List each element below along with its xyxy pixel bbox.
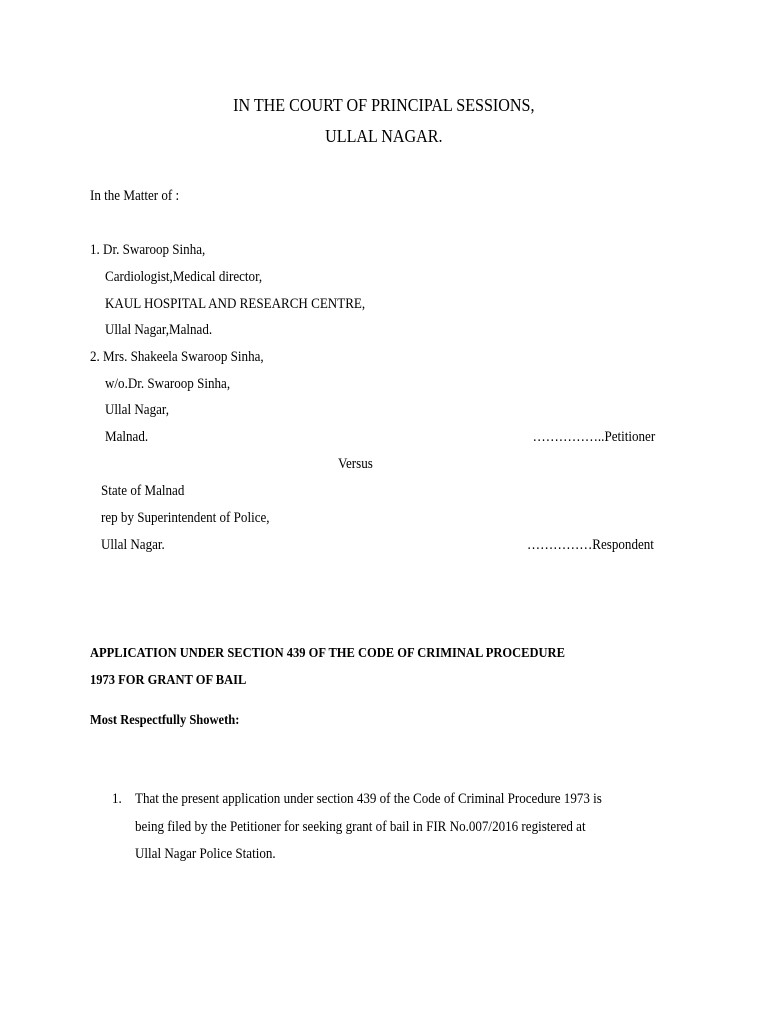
application-heading-line2: 1973 FOR GRANT OF BAIL xyxy=(90,672,247,687)
petitioner-2-name: 2. Mrs. Shakeela Swaroop Sinha, xyxy=(90,349,264,365)
application-heading-line1: APPLICATION UNDER SECTION 439 OF THE CODE OF CRIMINAL PROCEDURE xyxy=(90,645,565,660)
matter-intro: In the Matter of : xyxy=(90,188,180,204)
respondent-role-label: ……………Respondent xyxy=(527,537,654,553)
paragraph-1-line1: That the present application under section 439 of the Code of Criminal Procedure 1973 is xyxy=(135,791,602,807)
paragraph-1-line3: Ullal Nagar Police Station. xyxy=(135,846,276,862)
petitioner-1-title: Cardiologist,Medical director, xyxy=(105,269,263,285)
paragraph-1-line2: being filed by the Petitioner for seeking grant of bail in FIR No.007/2016 registered at xyxy=(135,819,586,835)
petitioner-1-hospital: KAUL HOSPITAL AND RESEARCH CENTRE, xyxy=(105,296,366,312)
petitioner-1-address: Ullal Nagar,Malnad. xyxy=(105,322,213,338)
court-title-line1: IN THE COURT OF PRINCIPAL SESSIONS, xyxy=(233,95,535,115)
petitioner-1-name: 1. Dr. Swaroop Sinha, xyxy=(90,242,206,258)
respondent-line3: Ullal Nagar. xyxy=(101,537,165,553)
petitioner-role-label: ……………..Petitioner xyxy=(532,429,655,445)
versus-label: Versus xyxy=(338,456,373,472)
respondent-line2: rep by Superintendent of Police, xyxy=(101,510,270,526)
respondent-line1: State of Malnad xyxy=(101,483,185,499)
showeth-heading: Most Respectfully Showeth: xyxy=(90,712,240,727)
petitioner-2-city: Ullal Nagar, xyxy=(105,402,169,418)
court-title-line2: ULLAL NAGAR. xyxy=(325,126,443,146)
petitioner-2-relation: w/o.Dr. Swaroop Sinha, xyxy=(105,376,231,392)
petitioner-2-state: Malnad. xyxy=(105,429,149,445)
paragraph-1-number: 1. xyxy=(112,791,122,807)
